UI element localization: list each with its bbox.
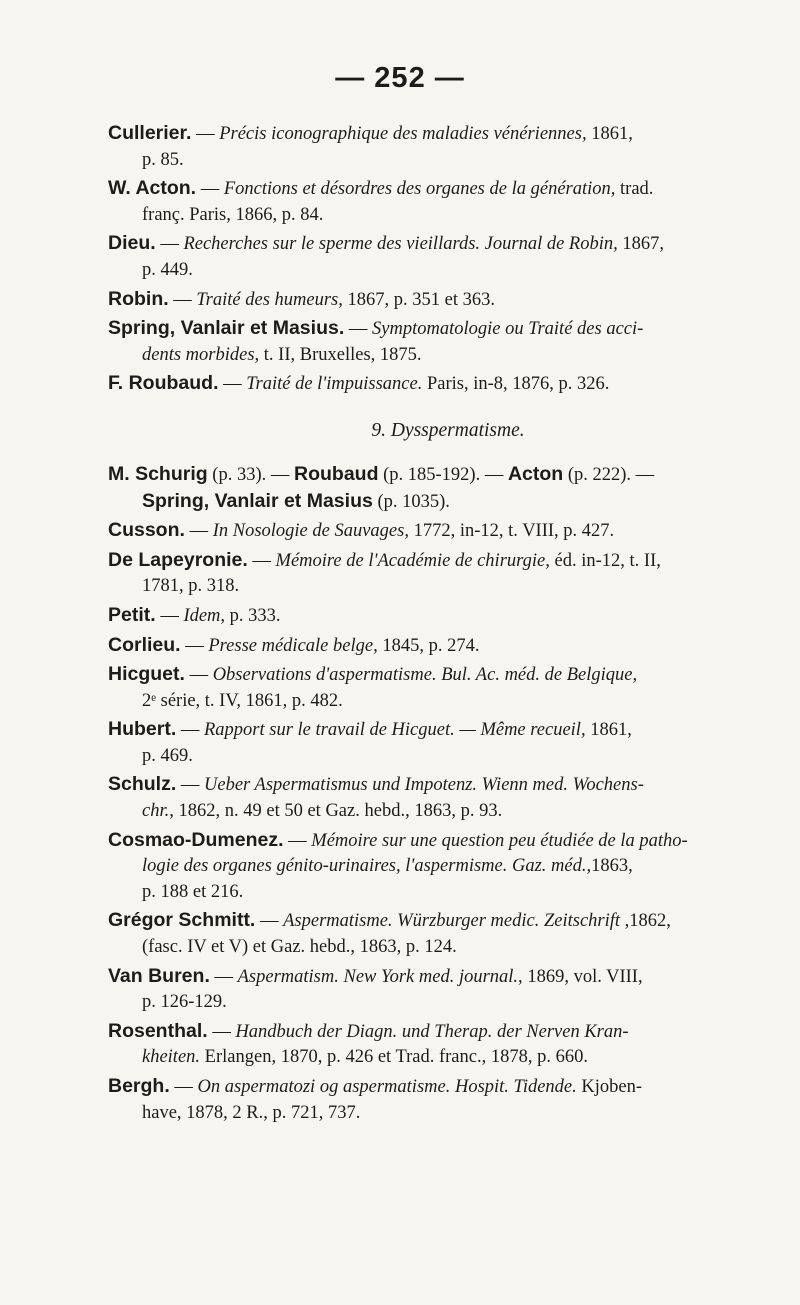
entry-continuation (108, 880, 788, 906)
entry-author: Cusson. (108, 519, 185, 542)
entry-author: De Lapeyronie. (108, 548, 248, 571)
entry-author: Rosenthal. (108, 1019, 208, 1042)
entry-line (108, 462, 788, 489)
entry-author: Corlieu. (108, 633, 181, 656)
entry-line (108, 633, 788, 660)
entry-title: On aspermatozi og aspermatisme. Hospit. Tidende. (197, 1077, 577, 1097)
entry-separator: — (218, 374, 247, 395)
bibliography-entry (108, 231, 788, 283)
entry-details: 1867, (617, 234, 664, 255)
entry-separator: — (344, 319, 372, 340)
entry-author: Cosmao-Dumenez. (108, 828, 284, 851)
entry-author: F. Roubaud. (108, 372, 219, 395)
bibliography-entry (108, 662, 788, 714)
entry-details: 1862, n. 49 et 50 et Gaz. hebd., 1863, p. 93. (173, 801, 503, 822)
entry-title: Observations d'aspermatisme. Bul. Ac. méd. de Belgique, (212, 665, 638, 686)
entry-title: Précis iconographique des maladies vénériennes, (219, 124, 587, 144)
entry-line (108, 772, 788, 799)
bibliography-entry (108, 828, 788, 906)
entry-title: dents morbides, (142, 344, 260, 365)
entry-line (108, 603, 788, 630)
entry-details: éd. in-12, t. II, (549, 550, 661, 571)
entry-title: Recherches sur le sperme des vieillards. Journal de Robin, (183, 234, 618, 255)
entry-line (108, 548, 788, 575)
bibliography-entry (108, 518, 788, 545)
entry-continuation (108, 744, 788, 770)
entry-separator: — (184, 521, 213, 542)
entry-title: Aspermatisme. Würzburger medic. Zeitschrift (283, 911, 621, 932)
bibliography (108, 121, 788, 1129)
bibliography-list-top (108, 121, 788, 398)
entry-title: Handbuch der Diagn. und Therap. der Nerven Kran- (235, 1021, 629, 1042)
entry-author: Spring, Vanlair et Masius. (108, 317, 345, 340)
entry-author: Cullerier. (108, 122, 192, 144)
bibliography-entry (108, 603, 788, 630)
entry-details: Erlangen, 1870, p. 426 et Trad. franc., 1878, p. 660. (200, 1047, 588, 1068)
entry-author: W. Acton. (108, 177, 197, 200)
page-number: — 252 — (335, 62, 465, 94)
entry-details: 1867, p. 351 et 363. (342, 289, 495, 310)
entry-author: Schulz. (108, 773, 177, 796)
bibliography-entry (108, 964, 788, 1016)
entry-details: 1781, p. 318. (142, 576, 240, 597)
entry-author: Acton (507, 462, 564, 485)
entry-separator: — (168, 289, 197, 310)
entry-continuation (108, 574, 788, 600)
bibliography-entry (108, 1019, 788, 1071)
entry-continuation (108, 935, 788, 961)
bibliography-entry (108, 371, 788, 398)
entry-title: Mémoire de l'Académie de chirurgie, (275, 550, 550, 571)
bibliography-entry (108, 548, 788, 600)
entry-separator: — (169, 1077, 198, 1097)
entry-line (108, 176, 788, 203)
bibliography-entry (108, 717, 788, 769)
entry-details: 2ᵉ série, t. IV, 1861, p. 482. (142, 690, 343, 711)
bibliography-entry (108, 176, 788, 228)
entry-details: (p. 222). — (563, 464, 655, 485)
entry-separator: — (176, 720, 204, 741)
entry-author: M. Schurig (108, 462, 208, 485)
entry-details: 1863, (591, 856, 633, 877)
entry-author: Dieu. (108, 232, 156, 255)
entry-title: chr., (142, 801, 174, 822)
entry-title: Idem, (183, 605, 226, 626)
entry-author: Petit. (108, 603, 156, 626)
bibliography-entry (108, 287, 788, 314)
entry-title: Traité de l'impuissance. (246, 374, 423, 395)
entry-separator: — (191, 124, 220, 144)
entry-author: Grégor Schmitt. (108, 909, 256, 932)
entry-line (108, 231, 788, 258)
entry-details: 1861, (585, 720, 632, 741)
bibliography-entry (108, 908, 788, 960)
entry-details: franç. Paris, 1866, p. 84. (142, 204, 324, 225)
entry-details: 1861, (586, 124, 633, 144)
entry-line (108, 1019, 788, 1046)
entry-separator: — (176, 775, 205, 796)
entry-details: 1772, in-12, t. VIII, p. 427. (408, 521, 615, 542)
entry-continuation (108, 203, 788, 229)
entry-continuation (108, 1101, 788, 1127)
entry-separator: — (209, 966, 238, 987)
entry-continuation (108, 1045, 788, 1071)
bibliography-entry (108, 1074, 788, 1126)
entry-details: p. 126-129. (142, 992, 227, 1013)
entry-separator: — (155, 605, 184, 626)
entry-line (108, 518, 788, 545)
entry-line (108, 964, 788, 991)
bibliography-entry (108, 316, 788, 368)
entry-details: p. 188 et 216. (142, 881, 244, 902)
entry-details: trad. (615, 179, 654, 200)
entry-separator: — (255, 911, 284, 932)
entry-line (108, 287, 788, 314)
entry-author: Robin. (108, 287, 169, 310)
bibliography-list-bottom (108, 462, 788, 1126)
entry-line (108, 1074, 788, 1101)
entry-line (108, 371, 788, 398)
entry-details: Kjoben- (576, 1077, 643, 1097)
entry-line (108, 717, 788, 744)
entry-title: Traité des humeurs, (196, 289, 343, 310)
entry-continuation (108, 689, 788, 715)
entry-separator: — (155, 234, 184, 255)
bibliography-entry (108, 121, 788, 173)
entry-details: ,1862, (620, 911, 671, 932)
entry-title: logie des organes génito-urinaires, l'aspermisme. Gaz. méd., (142, 856, 592, 877)
entry-author: Bergh. (108, 1075, 170, 1097)
entry-separator: — (247, 550, 276, 571)
entry-line (108, 121, 788, 148)
entry-separator: — (196, 179, 224, 200)
entry-continuation (108, 854, 788, 880)
entry-title: Fonctions et désordres des organes de la génération, (223, 179, 616, 200)
entry-details: 1845, p. 274. (377, 635, 480, 656)
entry-author: Hubert. (108, 718, 177, 741)
entry-line (108, 828, 788, 855)
entry-details: p. 449. (142, 259, 193, 280)
entry-separator: — (283, 830, 312, 851)
entry-details: (p. 33). — (207, 464, 294, 485)
entry-continuation (108, 799, 788, 825)
entry-details: (fasc. IV et V) et Gaz. hebd., 1863, p. 124. (142, 937, 457, 958)
entry-separator: — (184, 665, 213, 686)
entry-continuation (108, 258, 788, 284)
entry-details: have, 1878, 2 R., p. 721, 737. (142, 1102, 361, 1123)
bibliography-entry (108, 462, 788, 515)
entry-title: Mémoire sur une question peu étudiée de la patho- (311, 830, 688, 851)
entry-separator: — (207, 1021, 236, 1042)
entry-title: kheiten. (142, 1047, 201, 1068)
entry-line (108, 908, 788, 935)
entry-details: t. II, Bruxelles, 1875. (259, 344, 422, 365)
section-heading: 9. Dysspermatisme. (371, 419, 525, 441)
entry-details: p. 469. (142, 745, 193, 766)
entry-title: Presse médicale belge, (208, 635, 378, 656)
entry-details: p. 85. (142, 149, 184, 170)
entry-line (108, 316, 788, 343)
entry-author: Spring, Vanlair et Masius (142, 489, 373, 512)
entry-details: (p. 1035). (372, 491, 450, 512)
entry-continuation (108, 343, 788, 369)
entry-author: Roubaud (294, 462, 379, 485)
entry-title: Symptomatologie ou Traité des acci- (372, 319, 644, 340)
entry-continuation (108, 489, 788, 516)
entry-details: 1869, vol. VIII, (522, 966, 643, 987)
entry-line (108, 662, 788, 689)
entry-details: Paris, in-8, 1876, p. 326. (422, 374, 610, 395)
entry-separator: — (180, 635, 209, 656)
bibliography-entry (108, 633, 788, 660)
bibliography-entry (108, 772, 788, 824)
entry-title: Rapport sur le travail de Hicguet. — Même recueil, (204, 720, 586, 741)
entry-title: Ueber Aspermatismus und Impotenz. Wienn med. Wochens- (204, 775, 644, 796)
entry-title: Aspermatism. New York med. journal., (237, 966, 523, 987)
entry-details: p. 333. (225, 605, 281, 626)
entry-details: (p. 185-192). — (378, 464, 508, 485)
entry-title: In Nosologie de Sauvages, (212, 521, 409, 542)
entry-continuation (108, 990, 788, 1016)
entry-author: Van Buren. (108, 964, 210, 987)
entry-author: Hicguet. (108, 663, 185, 686)
entry-continuation (108, 148, 788, 174)
